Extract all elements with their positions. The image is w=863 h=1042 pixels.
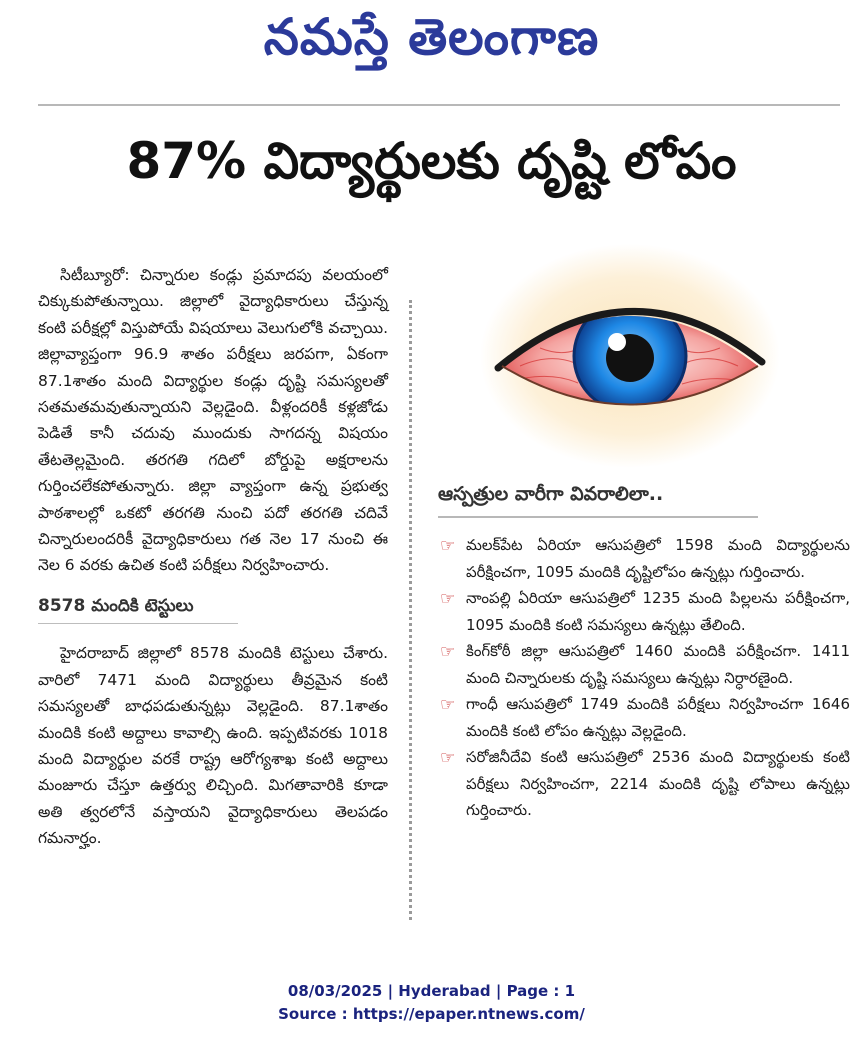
pointing-hand-icon: ☞ (440, 695, 456, 715)
hospital-item-text: సరోజినీదేవి కంటి ఆసుపత్రిలో 2536 మంది విద్యార్థులకు కంటి పరీక్షలు నిర్వహించగా, 2214 మందికి దృష్టి లోపాలు ఉన్నట్లు గుర్తించారు. (466, 748, 850, 819)
page-footer (0, 980, 863, 1026)
article-column (38, 262, 388, 852)
pointing-hand-icon: ☞ (440, 642, 456, 662)
pointing-hand-icon: ☞ (440, 748, 456, 768)
hospital-item-text: మలక్‌పేట ఏరియా ఆసుపత్రిలో 1598 మంది విద్యార్థులను పరీక్షించగా, 1095 మందికి దృష్టిలోపం ఉన్నట్లు గుర్తించారు. (466, 536, 850, 581)
hospital-details-list (436, 532, 850, 824)
list-item (436, 638, 850, 691)
pointing-hand-icon: ☞ (440, 536, 456, 556)
hospital-item-text: నాంపల్లి ఏరియా ఆసుపత్రిలో 1235 మంది పిల్లలను పరీక్షించగా, 1095 మందికి కంటి సమస్యలు ఉన్నట్లు తేలింది. (466, 589, 850, 634)
red-eye-illustration (480, 238, 800, 468)
masthead-divider (38, 104, 840, 106)
article-intro: సిటీబ్యూరో: చిన్నారుల కండ్లు ప్రమాదపు వలయంలో చిక్కుకుపోతున్నాయి. జిల్లాలో వైద్యాధికారులు చేస్తున్న కంటి పరీక్షల్లో విస్తుపోయే విషయాలు వెలుగులోకి వచ్చాయి. జిల్లావ్యాప్తంగా 96.9 శాతం పరీక్షలు జరపగా, ఏకంగా 87.1శాతం మంది విద్యార్థుల కండ్లు దృష్టి సమస్యలతో సతమతమవుతున్నాయని వెల్లడైంది. వీళ్లందరికీ కళ్లజోడు పెడితే కానీ చదువు ముందుకు సాగదన్న విషయం తేటతెల్లమైంది. తరగతి గదిలో బోర్డుపై అక్షరాలను గుర్తించలేకపోతున్నారు. జిల్లా వ్యాప్తంగా ఉన్న ప్రభుత్వ పాఠశాలల్లో ఒకటో తరగతి నుంచి పదో తరగతి చదివే చిన్నారులందరికీ వైద్యాధికారులు గత నెల 17 నుంచి ఈ నెల 6 వరకు ఉచిత కంటి పరీక్షలు నిర్వహించారు. (38, 266, 388, 575)
headline: 87% విద్యార్థులకు దృష్టి లోపం (126, 132, 737, 190)
article-subheading: 8578 మందికి టెస్టులు (38, 593, 238, 624)
list-item (436, 744, 850, 824)
list-item (436, 585, 850, 638)
footer-source-link[interactable]: Source : https://epaper.ntnews.com/ (278, 1005, 585, 1023)
hospital-item-text: కింగ్‌కోఠీ జిల్లా ఆసుపత్రిలో 1460 మందికి పరీక్షించగా. 1411 మంది చిన్నారులకు దృష్టి సమస్యలు ఉన్నట్లు నిర్ధారణైంది. (466, 642, 850, 687)
masthead-logo: నమస్తే తెలంగాణ (263, 8, 600, 66)
list-item (436, 691, 850, 744)
pointing-hand-icon: ☞ (440, 589, 456, 609)
hospital-item-text: గాంధీ ఆసుపత్రిలో 1749 మందికి పరీక్షలు నిర్వహించగా 1646 మందికి కంటి లోపం ఉన్నట్లు వెల్లడైంది. (466, 695, 850, 740)
list-item (436, 532, 850, 585)
column-divider (409, 300, 412, 920)
hospital-details-heading: ఆస్పత్రుల వారీగా వివరాలిలా.. (438, 483, 758, 518)
footer-dateline: 08/03/2025 | Hyderabad | Page : 1 (287, 982, 576, 1000)
article-body: హైదరాబాద్ జిల్లాలో 8578 మందికి టెస్టులు చేశారు. వారిలో 7471 మంది విద్యార్థులు తీవ్రమైన కంటి సమస్యలతో బాధపడుతున్నట్లు వెల్లడైంది. 87.1శాతం మందికి కంటి అద్దాలు కావాల్సి ఉంది. ఇప్పటివరకు 1018 మంది విద్యార్థుల వరకే రాష్ట్ర ఆరోగ్యశాఖ కంటి అద్దాలు మంజూరు చేస్తూ ఉత్తర్వు లిచ్చింది. మిగతావారికి కూడా అతి త్వరలోనే వస్తాయని వైద్యాధికారులు తెలపడం గమనార్హం. (38, 644, 388, 848)
